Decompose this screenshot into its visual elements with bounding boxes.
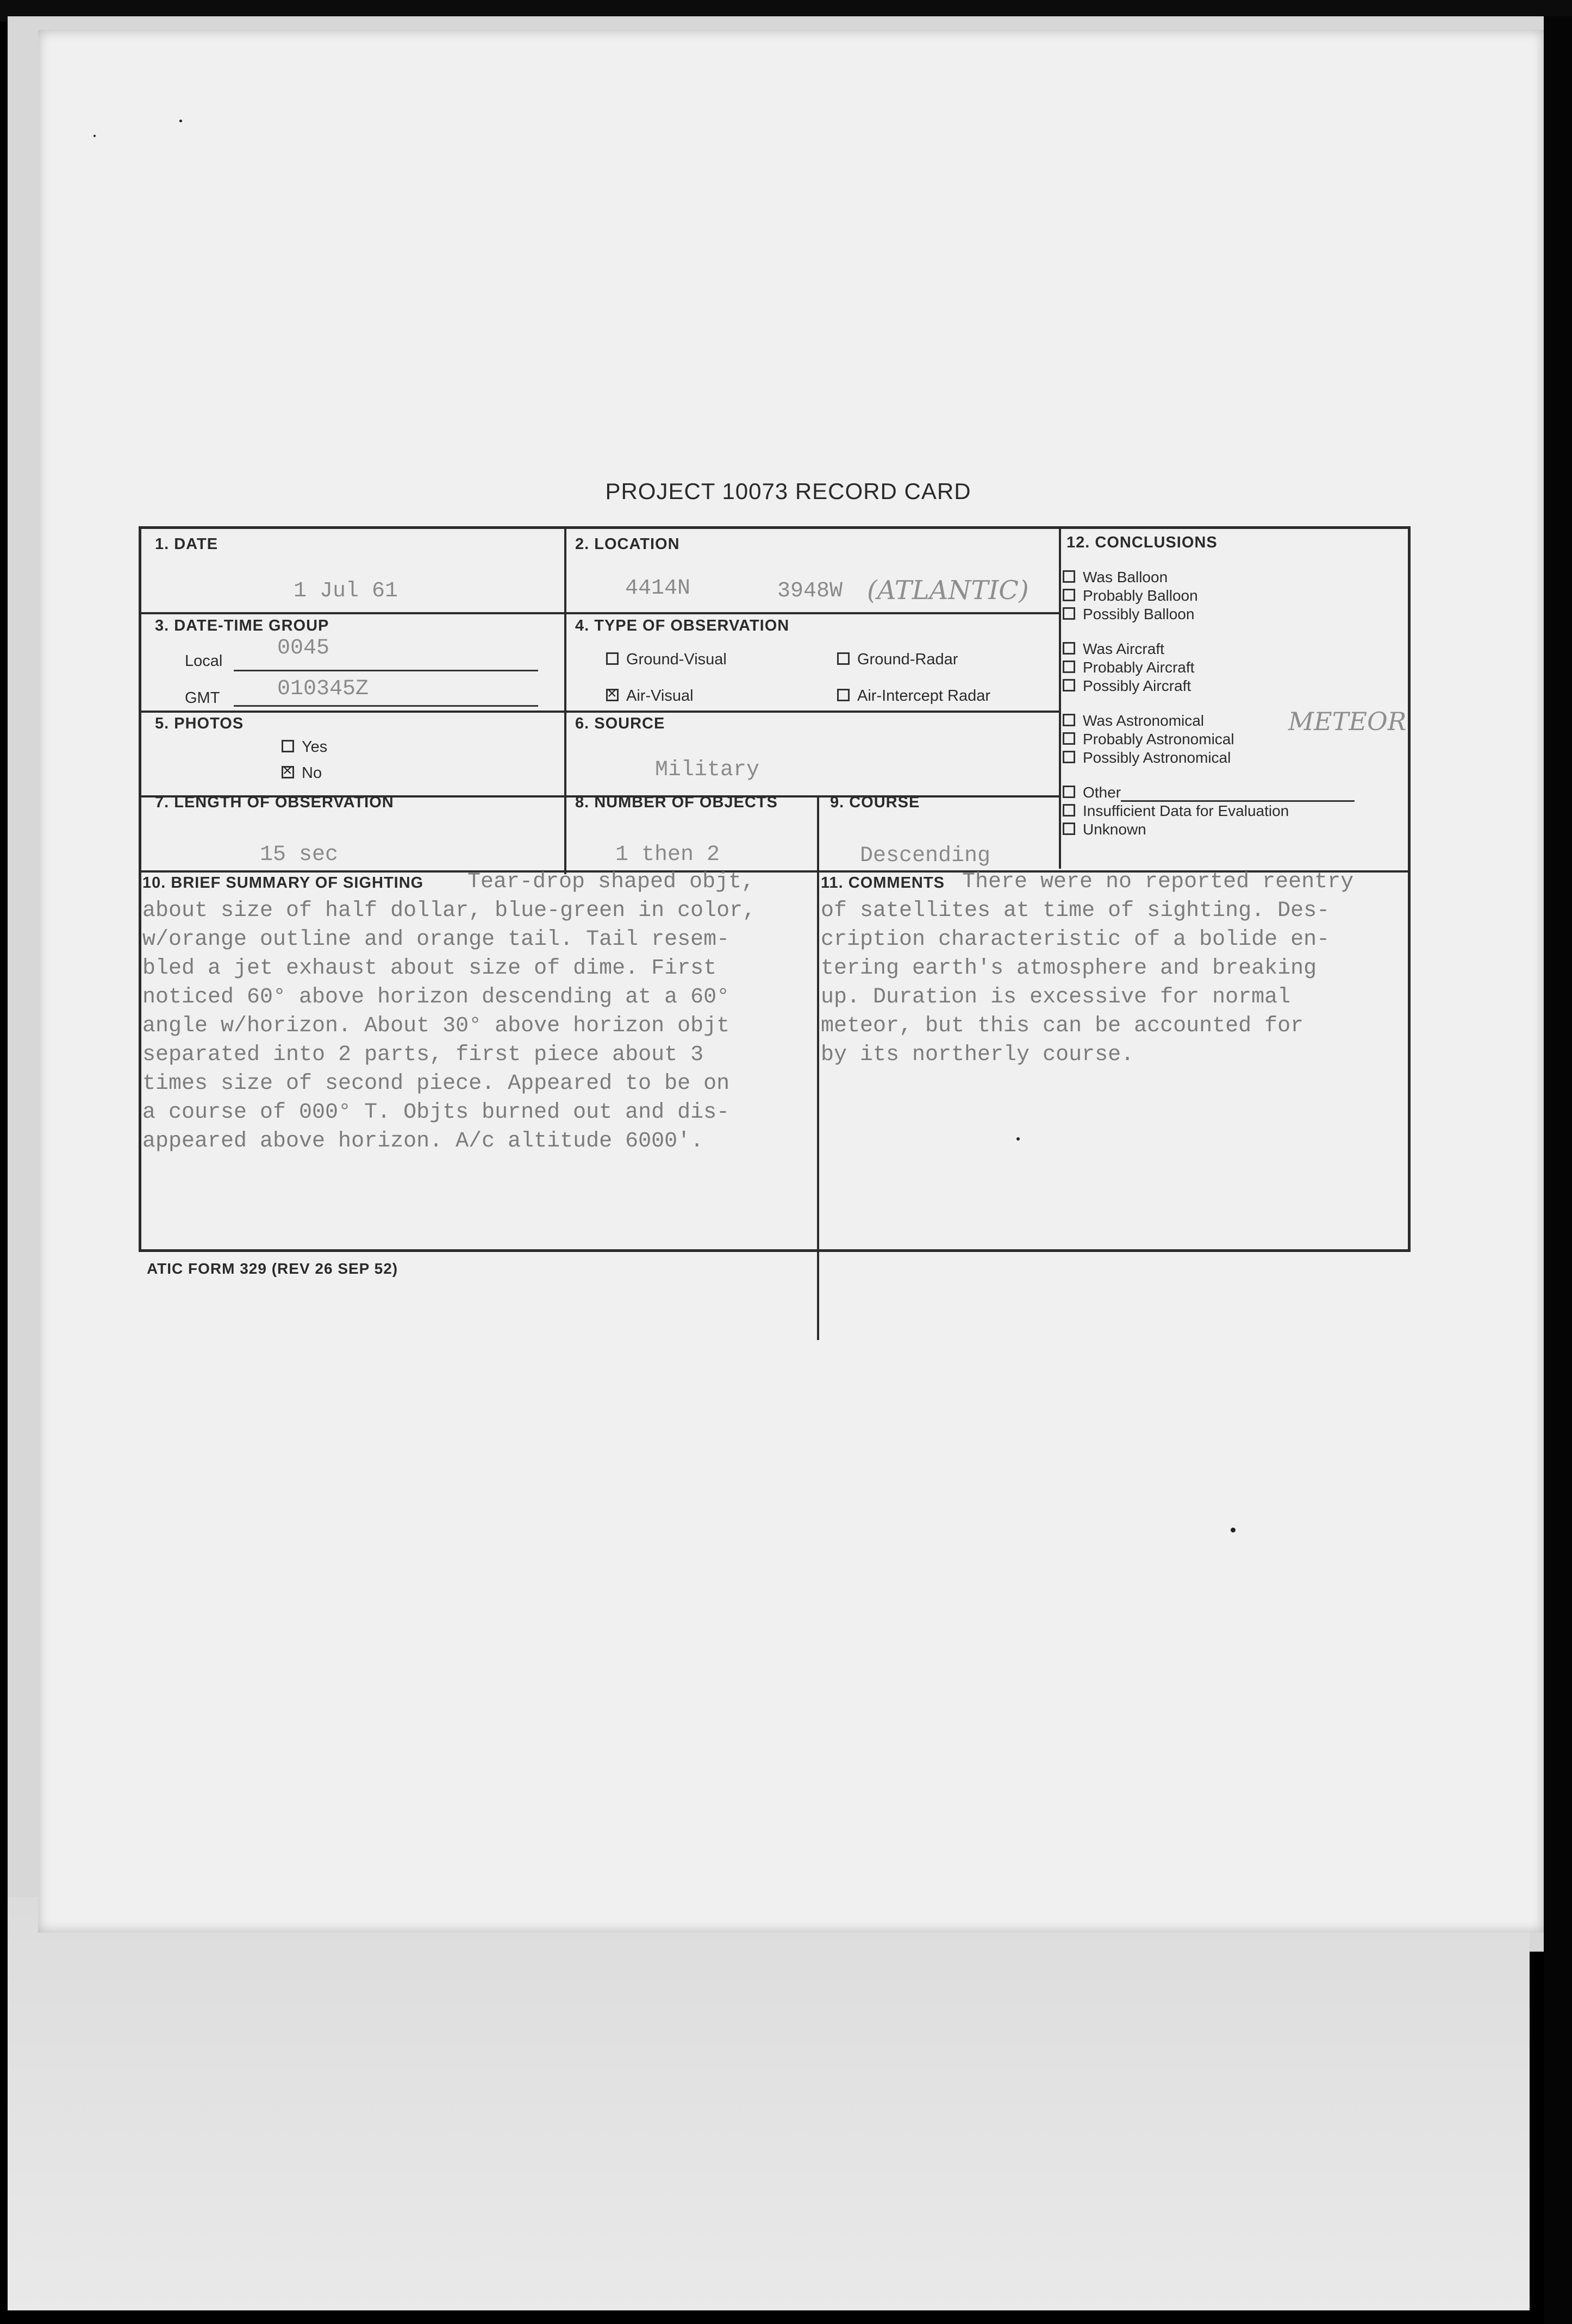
length-value: 15 sec <box>260 843 339 867</box>
summary-line-8: times size of second piece. Appeared to be on <box>142 1071 730 1096</box>
summary-line-1: Tear-drop shaped objt, <box>467 870 755 894</box>
option-air-intercept-radar[interactable]: Air-Intercept Radar <box>837 687 990 705</box>
divider-v-main <box>564 529 566 874</box>
conclusions-label: 12. CONCLUSIONS <box>1066 534 1218 551</box>
summary-label: 10. BRIEF SUMMARY OF SIGHTING <box>142 874 424 892</box>
comments-line-2: of satellites at time of sighting. Des- <box>821 899 1330 923</box>
observation-type-label: 4. TYPE OF OBSERVATION <box>575 617 790 634</box>
conclusion-possibly-aircraft[interactable]: Possibly Aircraft <box>1063 677 1355 695</box>
photos-label: 5. PHOTOS <box>155 715 244 732</box>
summary-line-6: angle w/horizon. About 30° above horizon objt <box>142 1014 730 1038</box>
dtg-label: 3. DATE-TIME GROUP <box>155 617 329 634</box>
conclusion-unknown[interactable]: Unknown <box>1063 820 1355 839</box>
form-identifier: ATIC FORM 329 (REV 26 SEP 52) <box>147 1260 398 1277</box>
option-ground-visual[interactable]: Ground-Visual <box>606 651 727 669</box>
checkbox-ground-radar[interactable] <box>837 652 850 665</box>
conclusion-was-astronomical[interactable]: Was Astronomical <box>1063 712 1355 730</box>
comments-line-5: up. Duration is excessive for normal <box>821 985 1291 1010</box>
length-label: 7. LENGTH OF OBSERVATION <box>155 794 394 811</box>
comments-line-4: tering earth's atmosphere and breaking <box>821 956 1317 981</box>
divider-h-2 <box>141 711 1060 713</box>
conclusion-handwritten-note: METEOR <box>1288 707 1407 736</box>
conclusion-was-aircraft[interactable]: Was Aircraft <box>1063 640 1355 658</box>
comments-line-6: meteor, but this can be accounted for <box>821 1014 1304 1038</box>
option-photos-no[interactable]: ×No <box>282 764 322 782</box>
conclusion-probably-aircraft[interactable]: Probably Aircraft <box>1063 658 1355 677</box>
summary-line-9: a course of 000° T. Objts burned out and dis- <box>142 1100 730 1125</box>
summary-line-5: noticed 60° above horizon descending at a 60° <box>142 985 730 1010</box>
other-blank-line <box>1121 786 1355 802</box>
summary-line-4: bled a jet exhaust about size of dime. First <box>142 956 717 981</box>
course-label: 9. COURSE <box>830 794 920 811</box>
checkbox-air-visual[interactable] <box>606 689 619 701</box>
card-title: PROJECT 10073 RECORD CARD <box>605 478 971 504</box>
dtg-gmt-label: GMT <box>185 689 220 707</box>
conclusion-probably-astronomical[interactable]: Probably Astronomical <box>1063 730 1355 749</box>
source-label: 6. SOURCE <box>575 715 665 732</box>
comments-line-1: There were no reported reentry <box>962 870 1354 894</box>
conclusions-list <box>1063 568 1355 839</box>
dtg-local-label: Local <box>185 652 223 670</box>
course-value: Descending <box>860 844 991 868</box>
comments-line-7: by its northerly course. <box>821 1043 1134 1067</box>
date-label: 1. DATE <box>155 535 219 553</box>
location-label: 2. LOCATION <box>575 535 680 553</box>
dtg-local-value: 0045 <box>277 636 330 661</box>
conclusion-insufficient-data[interactable]: Insufficient Data for Evaluation <box>1063 802 1355 820</box>
backing-sheet-lower <box>8 1897 1530 2310</box>
checkbox-air-intercept-radar[interactable] <box>837 689 850 701</box>
date-value: 1 Jul 61 <box>294 579 398 603</box>
summary-line-2: about size of half dollar, blue-green in color, <box>142 899 756 923</box>
objects-label: 8. NUMBER OF OBJECTS <box>575 794 778 811</box>
dtg-gmt-value: 010345Z <box>277 677 369 701</box>
source-value: Military <box>655 758 760 782</box>
location-lat: 4414N <box>625 576 691 601</box>
location-lon: 3948W <box>777 579 843 603</box>
comments-line-3: cription characteristic of a bolide en- <box>821 927 1330 952</box>
summary-line-10: appeared above horizon. A/c altitude 6000'. <box>142 1129 704 1154</box>
checkbox-photos-yes[interactable] <box>282 740 294 752</box>
option-air-visual[interactable]: ×Air-Visual <box>606 687 694 705</box>
option-ground-radar[interactable]: Ground-Radar <box>837 651 958 669</box>
conclusion-probably-balloon[interactable]: Probably Balloon <box>1063 587 1355 605</box>
conclusion-other[interactable]: Other <box>1063 783 1355 802</box>
location-note: (ATLANTIC) <box>867 575 1029 606</box>
option-photos-yes[interactable]: Yes <box>282 738 327 756</box>
comments-label: 11. COMMENTS <box>821 874 945 892</box>
conclusion-possibly-balloon[interactable]: Possibly Balloon <box>1063 605 1355 624</box>
checkbox-ground-visual[interactable] <box>606 652 619 665</box>
conclusion-possibly-astronomical[interactable]: Possibly Astronomical <box>1063 749 1355 767</box>
summary-line-7: separated into 2 parts, first piece about 3 <box>142 1043 704 1067</box>
objects-value: 1 then 2 <box>615 843 720 867</box>
divider-v-summary-comments <box>817 871 819 1252</box>
summary-line-3: w/orange outline and orange tail. Tail resem- <box>142 927 730 952</box>
film-border-right <box>1544 16 1572 2324</box>
checkbox-photos-no[interactable] <box>282 766 294 778</box>
conclusion-was-balloon[interactable]: Was Balloon <box>1063 568 1355 587</box>
divider-v-conclusions <box>1059 529 1061 869</box>
divider-h-1 <box>141 612 1060 614</box>
